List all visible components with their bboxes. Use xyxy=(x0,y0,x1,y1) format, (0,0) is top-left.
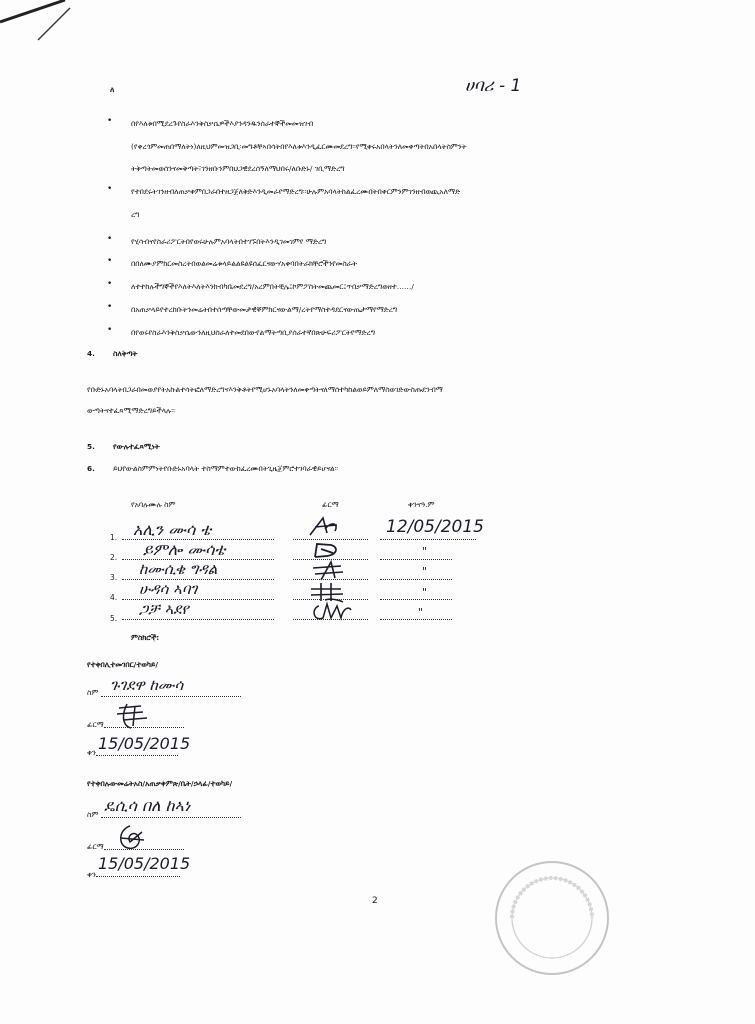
member-date: " xyxy=(422,586,428,599)
annex-label: ሀባሪ - 1 xyxy=(465,76,522,96)
date-line xyxy=(96,876,180,877)
bullet-mark: • xyxy=(107,302,113,312)
list-item: በበለሙያምክርመስረትበወልመሬቱላይልልዩልዩሰፈርናውሃአቀባበትራክቸሮችንየመስራት xyxy=(131,259,357,268)
member-date: 12/05/2015 xyxy=(386,517,484,537)
list-item: በየእለቱበሚደረጉየስራእንቅስቃሴዎችእያንዳንዱንሰራተኞችመመዝገብ xyxy=(131,119,314,128)
row-number: 4. xyxy=(110,593,118,602)
signature-line xyxy=(293,619,368,620)
date-line xyxy=(380,619,452,620)
name-label: ስም xyxy=(87,688,99,697)
member-name: ከሙሲቄ ግዳል xyxy=(139,560,218,578)
date-line xyxy=(96,755,178,756)
list-item: ለተተከሉችግኞችየእለትእለትእንክብካቤመደረግ/አረምበትቺሌ፤ኮምፖስትመጨመር፤ጥበቃማድረግወዘተ……/ xyxy=(131,282,414,291)
column-header-date: ቀንናዓ.ም xyxy=(408,500,435,509)
row-number: 2. xyxy=(110,553,118,562)
date-label: ቀን xyxy=(87,870,96,879)
page-number: 2 xyxy=(372,896,378,906)
document-title: ለ xyxy=(110,85,115,94)
signature-line xyxy=(104,849,184,850)
date-line xyxy=(380,599,452,600)
section-6-text: ይህየውልስምምነትየቡድኑአባላት ተስማምተውከፈረሙበትጊዜጀምሮተገባራዊይሆናል፡፡ xyxy=(113,464,339,473)
receiver-1-name: ጉገደዋ ከሙሳ xyxy=(110,676,184,694)
member-date: " xyxy=(418,606,424,619)
name-line xyxy=(101,696,241,697)
receiver-1-heading: የተቀበሊተመገበር/ተወካይ/ xyxy=(87,660,159,669)
receiver-1-date: 15/05/2015 xyxy=(98,734,191,753)
signature-line xyxy=(293,579,368,580)
signature-label: ፊርማ xyxy=(87,842,104,851)
receiver-1-signature xyxy=(113,702,149,730)
member-signature xyxy=(305,515,345,539)
member-date: " xyxy=(422,565,428,578)
signature-line xyxy=(293,539,368,540)
faded-stamp xyxy=(492,858,612,978)
member-name: ሁዳሳ ኣባገ xyxy=(139,580,198,598)
section-4-text-cont: ውጣትናተፈጻሚማድረግይችላሉ፡፡ xyxy=(87,406,175,415)
section-5-heading: የውሉተፈጻሚነት xyxy=(113,442,160,451)
member-name: አሊን ሙሳ ቴ xyxy=(133,520,212,539)
row-number: 5. xyxy=(110,614,118,623)
member-name: ጋቻ ኣደየ xyxy=(139,600,189,618)
bullet-mark: • xyxy=(107,184,113,194)
date-label: ቀን xyxy=(87,748,96,757)
row-number: 3. xyxy=(110,573,118,582)
date-line xyxy=(380,559,452,560)
corner-fold-mark xyxy=(0,0,90,50)
name-line xyxy=(101,817,241,818)
column-header-signature: ፊርማ xyxy=(322,500,339,509)
list-item: የሂሳብናየስራሪፖርትበየወሩሁሉምአባላትበተገኙበትእንዲገመገምየ ማድረግ xyxy=(131,237,327,246)
receiver-2-name: ዴሲሳ በለ ከኣነ xyxy=(104,796,191,815)
member-name: ይምሎ ሙሳቴ xyxy=(143,540,226,559)
column-header-name: የአባሉሙሉ ስም xyxy=(131,500,176,509)
member-signature xyxy=(311,541,343,561)
signature-line xyxy=(104,727,184,728)
name-label: ስም xyxy=(87,810,99,819)
receiver-2-date: 15/05/2015 xyxy=(98,854,191,873)
witnesses-label: ምስክሮች: xyxy=(131,633,160,642)
receiver-2-signature xyxy=(114,822,148,852)
section-4-number: 4. xyxy=(87,349,95,358)
row-number: 1. xyxy=(110,533,118,542)
bullet-mark: • xyxy=(107,234,113,244)
section-4-text: የቡድኑአባላትበጋራበመወያየትአኩልተሳትፎለማድረግናእንቅቶትየሚሆኑአባላትንለመቀጣትናለማሰተካከልወይምለማስወገድውስጡደንብማ xyxy=(87,385,443,394)
list-item-cont: ረግ xyxy=(131,210,140,219)
bullet-mark: • xyxy=(107,116,113,126)
date-line xyxy=(380,579,452,580)
list-item-cont: (የቀረጎምመጠበማለትነ)ለዚህምመዝጋቢ፡መግቶቸኣበሳትበየእለቱእንዲፈርሙመደረግ፡፡የሚቀሩአበላትንለመቀጣትበአበላትስምንት xyxy=(131,142,467,151)
section-4-heading: ስለቅጣት xyxy=(113,349,138,358)
date-line xyxy=(380,539,476,540)
list-item: በአጠቃላይየተረከቡትንመሬትበተሰጣቸውመታዊቐምክርናውልማ/ረትየማስተዳደርናውጤታማየማድረግ xyxy=(131,305,398,314)
list-item: የተበደሩትገንዘብለጠቃቀምበጋራበተዘጋጀለቅድእንዲመራየማድረግ፡፡ሁሉምአባላትከልፈረሙበትበቀርምንምገንዘብወጪአለማድ xyxy=(131,187,461,196)
bullet-mark: • xyxy=(107,279,113,289)
list-item: በየወሩየስራእንቅስቃሴውንለዚህስራለተመደበውየልማትጣቢያሰራተኛበጽሁፍሪፖርትየማድረግ xyxy=(131,328,375,337)
section-5-number: 5. xyxy=(87,442,95,451)
section-6-number: 6. xyxy=(87,464,95,473)
receiver-2-heading: የተቀበሉውመሬትአስ/አጠቃቀምጽ/ቤት/ኃላፊ/ተወካይ/ xyxy=(87,779,233,788)
bullet-mark: • xyxy=(107,256,113,266)
bullet-mark: • xyxy=(107,325,113,335)
name-line xyxy=(122,619,274,620)
member-date: " xyxy=(422,545,428,558)
signature-label: ፊርማ xyxy=(87,720,104,729)
list-item-cont: ትቅጣትመወሰንናመቅጣት፣ገንዘቡንምበህጋዊደረሰኝለማህበሩ/ለቡድኑ/ ገቢማድረግ xyxy=(131,164,345,173)
